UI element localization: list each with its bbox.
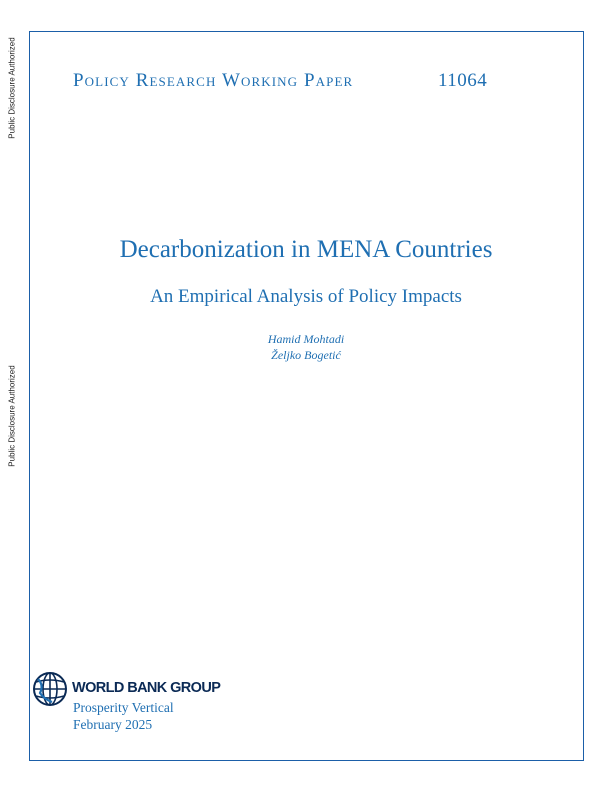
paper-title: Decarbonization in MENA Countries — [119, 236, 493, 263]
disclosure-label-top: Public Disclosure Authorized — [7, 37, 17, 139]
paper-subtitle: An Empirical Analysis of Policy Impacts — [150, 286, 462, 307]
publication-date: February 2025 — [73, 717, 153, 732]
paper-number: 11064 — [438, 70, 488, 91]
author-name: Hamid Mohtadi — [267, 332, 345, 346]
series-title: Policy Research Working Paper — [73, 70, 354, 91]
cover-frame — [29, 31, 584, 761]
globe-icon — [32, 671, 68, 707]
world-bank-group-logo-text: WORLD BANK GROUP — [72, 680, 221, 696]
author-name: Željko Bogetić — [271, 348, 341, 362]
disclosure-label-middle: Public Disclosure Authorized — [7, 365, 17, 467]
vertical-unit: Prosperity Vertical — [73, 700, 174, 715]
